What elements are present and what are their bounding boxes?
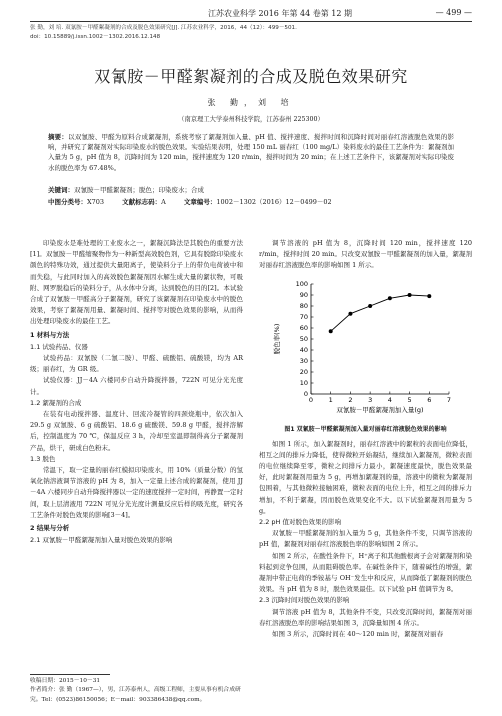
running-head: [30, 6, 472, 20]
x-axis-label: 双氰胺－甲醛絮凝剂加入量(g): [336, 405, 424, 414]
received-date: 收稿日期：2015－10－31: [30, 678, 101, 684]
footnote-divider: [30, 674, 110, 675]
header-divider: [30, 21, 472, 22]
series-line: [331, 295, 430, 331]
section-heading-materials: 1 材料与方法: [30, 330, 70, 339]
y-tick-label: 70: [299, 312, 308, 321]
footnote: [30, 677, 243, 705]
clc-label: 中图分类号：: [48, 198, 87, 206]
document-code: A: [161, 198, 166, 206]
dosage-paragraph: 调节溶液的 pH 值为 8，沉降时间 120 min，搅拌速度 120 r/min，搅拌时间 20 min。只改变双氰胺－甲醛絮凝剂的加入量，絮凝剂对丽春红溶液脱色率的影响如图 1 所示。: [259, 239, 472, 270]
x-axis-ticks: [309, 391, 451, 404]
article-number: 1002－1302（2016）12－0499－02: [216, 198, 332, 206]
subsection-heading-dosage: 2.1 双氰胺－甲醛絮凝剂加入量对脱色效果的影响: [30, 536, 173, 545]
keywords-label: 关键词：: [48, 186, 74, 194]
clc-number: X703: [87, 198, 105, 206]
settling-paragraph-1: 调节溶液 pH 值为 8，其他条件不变，只改变沉降时间，絮凝剂对丽春红溶液脱色率的影响结果如图 3，沉降量如图 4 所示。: [259, 607, 472, 627]
running-head-page-number: — 499 —: [435, 8, 472, 17]
y-tick-label: 90: [299, 290, 308, 299]
data-point: [348, 311, 352, 315]
left-column: [30, 238, 243, 546]
x-tick-label: 1: [328, 395, 333, 404]
y-tick-label: 60: [299, 323, 308, 332]
data-point: [427, 294, 431, 298]
data-point: [388, 296, 392, 300]
dosage-discussion: 如图 1 所示，加入絮凝剂时，丽春红溶液中的絮粒的表面电位降低，相互之间的排斥力降低，使得微粒开始凝结，继续加入絮凝剂，微粒表面的电位继续降至零，微粒之间排斥力最小，絮凝速度最快，脱色效果最好，此时絮凝剂用量为 5 g，再增加絮凝剂的量，溶液中的微粒为絮凝剂包围着，与其他微粒接触困难，微粒表面的电位上升，相互之间的排斥力增加，不利于絮凝，因而脱色效果变化不大。以下试验絮凝剂用量为 5 g。: [259, 439, 472, 515]
running-head-journal: 江苏农业科学 2016 年第 44 卷第 12 期: [208, 9, 352, 18]
intro-paragraph: 印染废水是难处理的工业废水之一，絮凝沉降法是其脱色的重要方法[1]。双氰胺－甲醛缩聚物作为一种新型高效脱色剂，它具有脱除印染废水颜色的特殊功效，通过提供大量阳离子，使染料分子上的带负电荷被中和而失稳，与此同时加入的高效脱色絮凝剂因水解生成大量的絮状物，可吸附、网罗脱稳后的染料分子，从水体中分离，达到脱色的目的[2]。本试验合成了双氰胺－甲醛高分子絮凝剂，研究了该絮凝剂在印染废水中的脱色效果，考察了絮凝剂用量、絮凝时间、搅拌等对脱色效果的影响，从而得出处理印染废水的最佳工艺。: [30, 239, 243, 326]
abstract: [48, 132, 454, 173]
figure-caption: 图1 双氰胺－甲醛絮凝剂加入量对丽春红溶液脱色效果的影响: [284, 425, 447, 433]
keywords: [48, 185, 454, 195]
section-heading-results: 2 结果与分析: [30, 524, 70, 533]
x-tick-label: 0: [308, 395, 314, 404]
affiliation: （南京理工大学泰州科技学院，江苏泰州 225300）: [178, 116, 324, 123]
chart-series: [329, 293, 432, 333]
x-tick-label: 7: [446, 395, 452, 404]
ph-paragraph-1: 双氰胺－甲醛絮凝剂的加入量为 5 g，其他条件不变，只调节溶液的 pH 值，絮凝剂对丽春红溶液脱色率的影响如图 2 所示。: [259, 529, 472, 549]
author-bio: 作者简介：张 勤（1967—），男，江苏泰州人，高级工程师，主要从事有机合成研究。Tel：(0523)86150056；E－mail：903386438@qq.com。: [30, 687, 241, 703]
subsection-heading-ph: 2.2 pH 值对脱色效果的影响: [259, 518, 341, 527]
abstract-label: 摘要：: [48, 133, 69, 141]
y-tick-label: 40: [299, 345, 308, 354]
synthesis-paragraph: 在装有电动搅拌器、温度计、回流冷凝管的四颈烧瓶中，依次加入 29.5 g 双氰胺、6 g 硫酸铝、18.6 g 硫酸镁、59.8 g 甲醛，搅拌溶解后，控制温度为 70 ℃，保温反应 3 h，冷却至室温即制得高分子絮凝剂产品，烘干，研成白色粉末。: [30, 410, 243, 452]
data-point: [368, 304, 372, 308]
y-tick-label: 20: [299, 367, 308, 376]
subsection-heading-decolor: 1.3 脱色: [30, 454, 56, 463]
paper-title: 双氰胺－甲醛絮凝剂的合成及脱色效果研究: [94, 67, 408, 86]
dosage-chart: [259, 274, 472, 424]
x-tick-label: 4: [387, 395, 392, 404]
data-point: [329, 329, 333, 333]
figure-1: [259, 274, 472, 436]
decolor-paragraph: 常温下，取一定量的丽春红模拟印染废水，用 10%（质量分数）的氢氧化钠溶液调节溶液的 pH 为 8，加入一定量上述合成的絮凝剂，使用 JJ－4A 六楼同步自动升降搅拌器以一定的速度搅拌一定时间，再静置一定时间，取上层清液用 722N 可见分光光度计测量反应后样的吸光度，研究各工艺条件对脱色效果的影响[3－4]。: [30, 466, 243, 519]
chart-axes: [311, 284, 449, 394]
y-tick-label: 80: [299, 301, 308, 310]
x-tick-label: 2: [348, 395, 353, 404]
citation-line: 张 勤，刘 培. 双氰胺－甲醛絮凝剂的合成及脱色效果研究[J]. 江苏农业科学，2016，44（12）：499－501.: [30, 25, 297, 31]
y-tick-label: 50: [299, 334, 308, 343]
abstract-text: 以双氰胺、甲醛为原料合成絮凝剂，系统考察了絮凝剂加入量、pH 值、搅拌速度、搅拌时间和沉降时间对丽春红溶液脱色效果的影响，并研究了絮凝剂对实际印染废水的脱色效果。实验结果表明，处理 150 mL 丽春红（100 mg/L）染料废水的最佳工艺条件为：絮凝剂加入量为 5 g，pH 值为 8，沉降时间为 120 min，搅拌速度为 120 r/min，搅拌时间为 20 min；在上述工艺条件下，该絮凝剂对实际印染废水的脱色率为 67.48%。: [48, 133, 454, 172]
right-column: [259, 238, 472, 640]
x-tick-label: 6: [427, 395, 432, 404]
y-axis-label: 脱色率(%): [273, 323, 281, 354]
y-tick-label: 0: [303, 389, 308, 398]
citation-block: [30, 24, 472, 42]
reagents-paragraph: 试验药品：双氰胺（二氰二胺）、甲醛、硫酸铝、硫酸镁，均为 AR 级；丽春红，为 GR 级。: [30, 354, 243, 374]
subsection-heading-synthesis: 1.2 絮凝剂的合成: [30, 398, 82, 407]
y-tick-label: 30: [299, 356, 308, 365]
document-code-label: 文献标志码：: [122, 198, 162, 206]
instruments-paragraph: 试验仪器：JJ－4A 六楼同步自动升降搅拌器，722N 可见分光光度计。: [30, 376, 243, 396]
y-tick-label: 100: [295, 279, 308, 288]
x-tick-label: 3: [368, 395, 373, 404]
settling-paragraph-2: 如图 3 所示，沉降时间在 40～120 min 时，絮凝剂对丽春: [272, 630, 444, 639]
article-number-label: 文章编号：: [183, 198, 217, 206]
data-point: [408, 293, 412, 297]
keywords-text: 双氰胺－甲醛絮凝剂；脱色；印染废水；合成: [74, 186, 204, 194]
y-tick-label: 10: [299, 378, 308, 387]
classification-line: [48, 197, 462, 207]
doi-line: doi：10.15889/j.issn.1002－1302.2016.12.148: [30, 33, 161, 40]
subsection-heading-settling: 2.3 沉降时间对脱色效果的影响: [259, 596, 350, 605]
authors: 张 勤，刘 培: [207, 98, 295, 107]
x-tick-label: 5: [407, 395, 412, 404]
subsection-heading-reagents: 1.1 试验药品、仪器: [30, 342, 88, 351]
ph-paragraph-2: 如图 2 所示，在酸性条件下，H⁺离子和其他酸根离子会对絮凝剂和染料起到竞争包围，从而阻碍脱色率。在碱性条件下，随着碱性的增强，絮凝剂中带正电荷的季铵基与 OH⁻发生中和反应，从而降低了絮凝剂的脱色效果。当 pH 值为 8 时，脱色效果最佳。以下试验 pH 值调节为 8。: [259, 551, 472, 594]
